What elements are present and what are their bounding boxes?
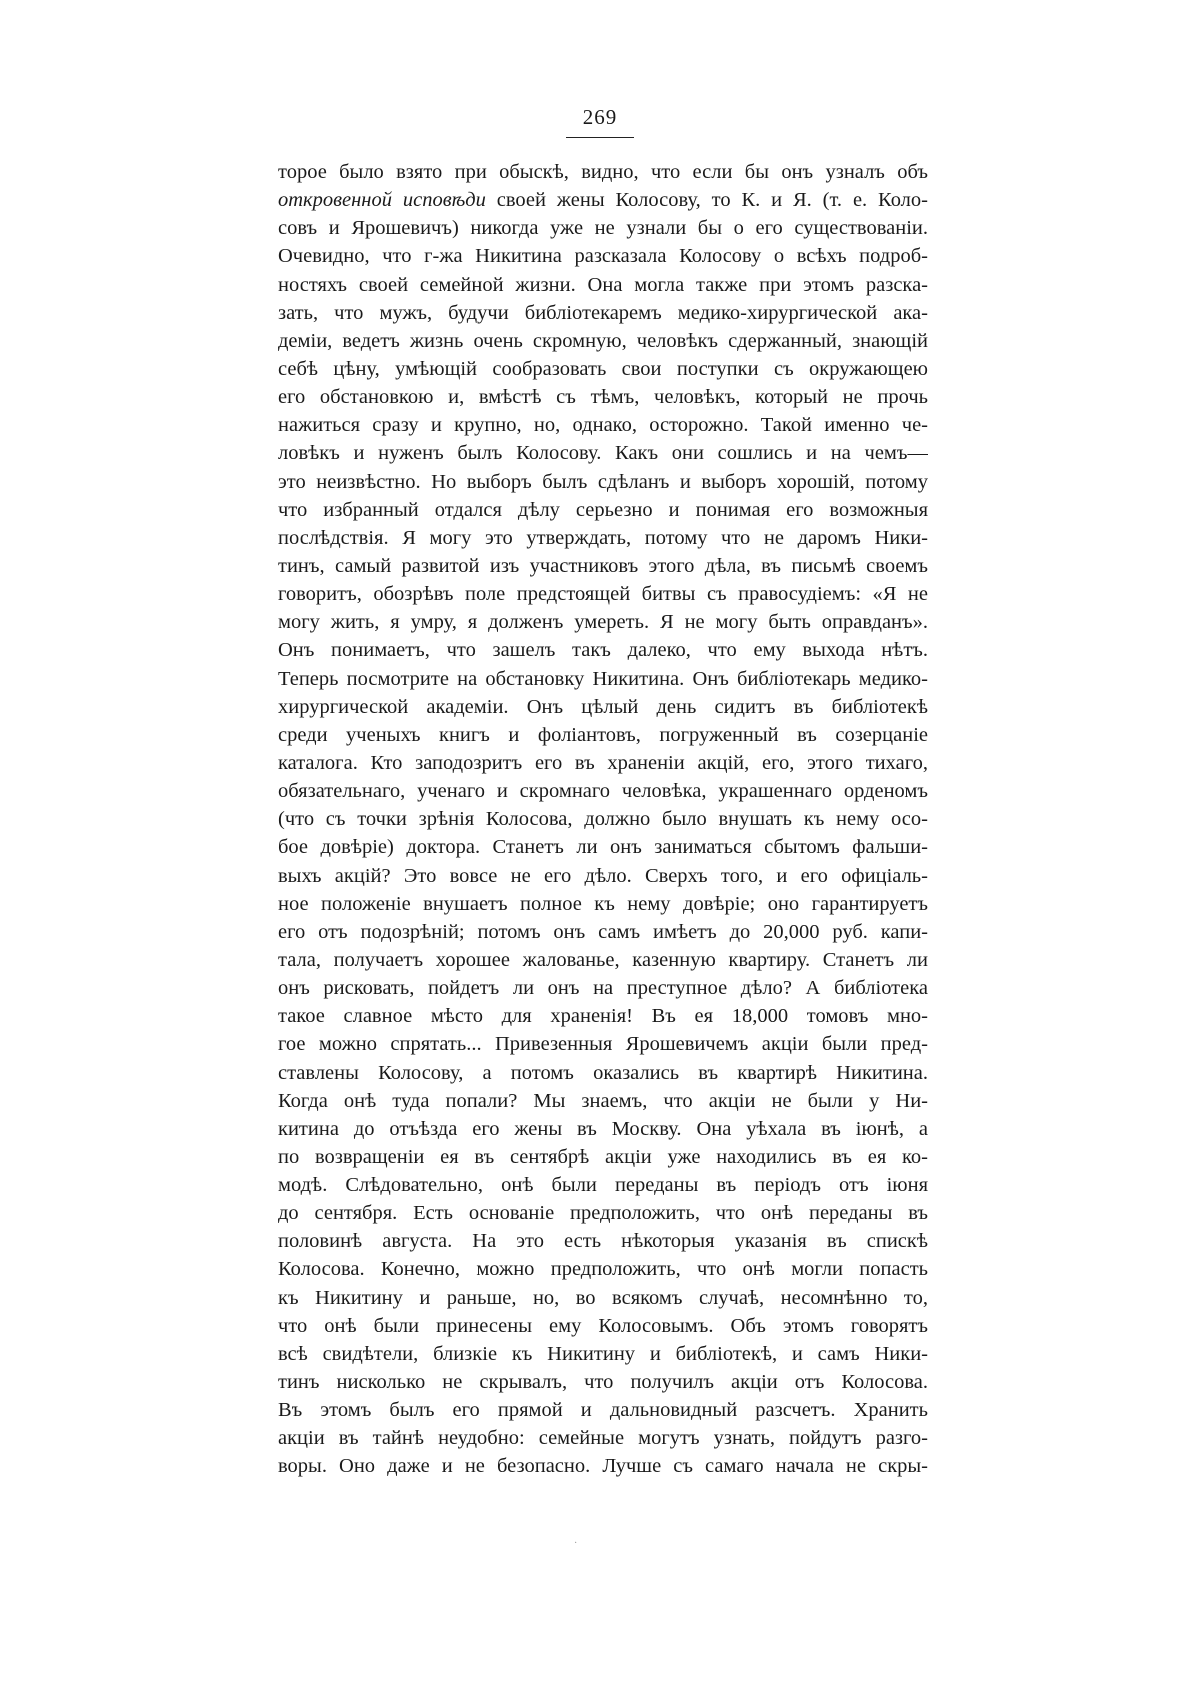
text-line: воры. Оно даже и не безопасно. Лучше съ самаго начала не скры- [278, 1455, 928, 1478]
text-line: говоритъ, обозрѣвъ поле предстоящей битвы съ правосудіемъ: «Я не [278, 583, 928, 606]
text-line: что онѣ были принесены ему Колосовымъ. Объ этомъ говорятъ [278, 1314, 928, 1337]
text-line: послѣдствія. Я могу это утверждать, потому что не даромъ Ники- [278, 526, 928, 549]
text-line: такое славное мѣсто для храненія! Въ ея 18,000 томовъ мно- [278, 1005, 928, 1028]
text-line: ностяхъ своей семейной жизни. Она могла также при этомъ разска- [278, 273, 928, 296]
text-line: тинъ, самый развитой изъ участниковъ этого дѣла, въ письмѣ своемъ [278, 554, 928, 577]
text-line: каталога. Кто заподозритъ его въ храненіи акцій, его, этого тихаго, [278, 751, 928, 774]
text-line: гое можно спрятать... Привезенныя Ярошевичемъ акціи были пред- [278, 1033, 928, 1056]
text-line: выхъ акцій? Это вовсе не его дѣло. Сверхъ того, и его офиціаль- [278, 864, 928, 887]
text-line: нажиться сразу и крупно, но, однако, осторожно. Такой именно че- [278, 414, 928, 437]
text-line: деміи, ведетъ жизнь очень скромную, человѣкъ сдержанный, знающій [278, 329, 928, 352]
print-speck-mark: · [574, 1538, 578, 1549]
text-line: Колосова. Конечно, можно предположить, что онѣ могли попасть [278, 1258, 928, 1281]
text-line: это неизвѣстно. Но выборъ былъ сдѣланъ и выборъ хорошій, потому [278, 470, 928, 493]
text-line: себѣ цѣну, умѣющій сообразовать свои поступки съ окружающею [278, 357, 928, 380]
text-line: половинѣ августа. На это есть нѣкоторыя указанія въ спискѣ [278, 1230, 928, 1253]
text-line: онъ рисковать, пойдетъ ли онъ на преступное дѣло? А библіотека [278, 977, 928, 1000]
text-line: что избранный отдался дѣлу серьезно и понимая его возможныя [278, 498, 928, 521]
text-line: хирургической академіи. Онъ цѣлый день сидитъ въ библіотекѣ [278, 695, 928, 718]
text-line: его отъ подозрѣній; потомъ онъ самъ имѣетъ до 20,000 руб. капи- [278, 920, 928, 943]
text-line: Очевидно, что г-жа Никитина разсказала Колосову о всѣхъ подроб- [278, 245, 928, 268]
text-line: Когда онѣ туда попали? Мы знаемъ, что акціи не были у Ни- [278, 1089, 928, 1112]
text-line: къ Никитину и раньше, но, во всякомъ случаѣ, несомнѣнно то, [278, 1286, 928, 1309]
italic-emphasis: откровенной исповѣди [278, 189, 486, 212]
text-line: ставлены Колосову, а потомъ оказались въ квартирѣ Никитина. [278, 1061, 928, 1084]
text-line: (что съ точки зрѣнія Колосова, должно было внушать къ нему осо- [278, 808, 928, 831]
text-line: модѣ. Слѣдовательно, онѣ были переданы въ періодъ отъ іюня [278, 1174, 928, 1197]
text-line: ное положеніе внушаетъ полное къ нему довѣріе; оно гарантируетъ [278, 892, 928, 915]
text-line: зать, что мужъ, будучи библіотекаремъ медико-хирургической ака- [278, 301, 928, 324]
text-line: тинъ нисколько не скрывалъ, что получилъ акціи отъ Колосова. [278, 1371, 928, 1394]
text-line: китина до отъѣзда его жены въ Москву. Она уѣхала въ іюнѣ, а [278, 1117, 928, 1140]
text-line: Въ этомъ былъ его прямой и дальновидный разсчетъ. Хранить [278, 1399, 928, 1422]
text-line: Онъ понимаетъ, что зашелъ такъ далеко, что ему выхода нѣтъ. [278, 639, 928, 662]
text-line: тала, получаетъ хорошее жалованье, казенную квартиру. Станетъ ли [278, 948, 928, 971]
page-number-rule [566, 137, 634, 138]
text-line: обязательнаго, ученаго и скромнаго человѣка, украшеннаго орденомъ [278, 780, 928, 803]
text-line: до сентября. Есть основаніе предположить, что онѣ переданы въ [278, 1202, 928, 1225]
text-line: бое довѣріе) доктора. Станетъ ли онъ заниматься сбытомъ фальши- [278, 836, 928, 859]
text-line: акціи въ тайнѣ неудобно: семейные могутъ узнать, пойдутъ разго- [278, 1427, 928, 1450]
text-line: торое было взято при обыскѣ, видно, что если бы онъ узналъ объ [278, 161, 928, 183]
text-line: совъ и Ярошевичъ) никогда уже не узнали бы о его существованіи. [278, 217, 928, 240]
text-line: ловѣкъ и нуженъ былъ Колосову. Какъ они сошлись и на чемъ— [278, 442, 928, 465]
page-number: 269 [582, 105, 618, 129]
text-line: его обстановкою и, вмѣстѣ съ тѣмъ, человѣкъ, который не прочь [278, 386, 928, 409]
body-text [278, 158, 928, 1481]
text-line: откровенной исповѣди своей жены Колосову, то К. и Я. (т. е. Коло- [278, 189, 928, 212]
text-line: среди ученыхъ книгъ и фоліантовъ, погруженный въ созерцаніе [278, 723, 928, 746]
text-line: Теперь посмотрите на обстановку Никитина. Онъ библіотекарь медико- [278, 667, 928, 690]
text-line: могу жить, я умру, я долженъ умереть. Я не могу быть оправданъ». [278, 611, 928, 634]
text-line: по возвращеніи ея въ сентябрѣ акціи уже находились въ ея ко- [278, 1145, 928, 1168]
text-line: всѣ свидѣтели, близкіе къ Никитину и библіотекѣ, и самъ Ники- [278, 1342, 928, 1365]
